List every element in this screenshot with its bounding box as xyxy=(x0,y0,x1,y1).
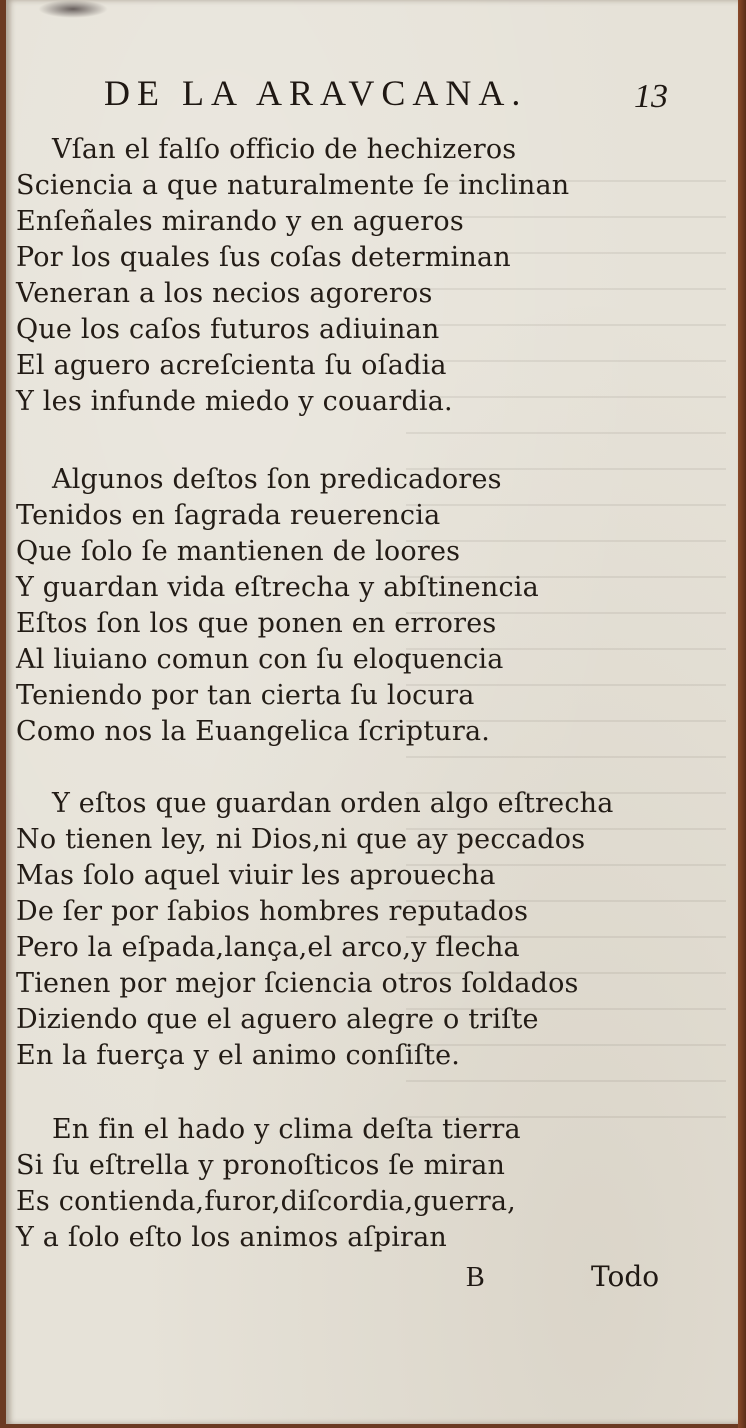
verse-line: Pero la eſpada,lança,el arco,y flecha xyxy=(16,932,520,963)
stanza-2 xyxy=(16,462,716,750)
verse-line: Al liuiano comun con ſu eloquencia xyxy=(16,644,504,675)
verse-line: Teniendo por tan cierta ſu locura xyxy=(16,680,475,711)
verse-line: Vſan el falſo officio de hechizeros xyxy=(52,134,517,165)
verse-line: Tienen por mejor ſciencia otros ſoldados xyxy=(16,968,579,999)
verse-line: Y les infunde miedo y couardia. xyxy=(16,386,453,417)
stanza-3 xyxy=(16,786,716,1074)
verse-line: Y guardan vida eſtrecha y abſtinencia xyxy=(16,572,539,603)
verse-line: Es contienda,furor,diſcordia,guerra, xyxy=(16,1186,516,1217)
verse-line: Que los caſos futuros adiuinan xyxy=(16,314,440,345)
running-title: DE LA ARAVCANA. xyxy=(104,73,528,113)
verse-line: En la fuerça y el animo conſiſte. xyxy=(16,1040,461,1071)
page-edge xyxy=(738,0,746,1428)
verse-line: Sciencia a que naturalmente ſe inclinan xyxy=(16,170,570,201)
verse-line: Si ſu eſtrella y pronoſticos ſe miran xyxy=(16,1150,506,1181)
verse-line: Eſtos ſon los que ponen en errores xyxy=(16,608,497,639)
verse-line: No tienen ley, ni Dios,ni que ay peccados xyxy=(16,824,586,855)
verse-line: Veneran a los necios agoreros xyxy=(16,278,433,309)
stanza-4 xyxy=(16,1112,716,1256)
verse-line: En fin el hado y clima deſta tierra xyxy=(52,1114,521,1145)
verse-line: Y a ſolo eſto los animos aſpiran xyxy=(16,1222,448,1253)
verse-line: Mas ſolo aquel viuir les aprouecha xyxy=(16,860,496,891)
verse-line: Enſeñales mirando y en agueros xyxy=(16,206,464,237)
folio-number: 13 xyxy=(634,78,668,115)
verse-line: Y eſtos que guardan orden algo eſtrecha xyxy=(52,788,614,819)
verse-line: Como nos la Euangelica ſcriptura. xyxy=(16,716,491,747)
book-page xyxy=(6,0,738,1424)
verse-line: Algunos deſtos ſon predicadores xyxy=(52,464,502,495)
ink-smudge xyxy=(38,0,108,18)
signature-mark: B xyxy=(466,1262,485,1293)
verse-line: El aguero acreſcienta ſu oſadia xyxy=(16,350,447,381)
verse-line: Diziendo que el aguero alegre o triſte xyxy=(16,1004,539,1035)
verse-line: Por los quales ſus coſas determinan xyxy=(16,242,511,273)
stanza-1 xyxy=(16,132,716,420)
verse-line: De ſer por ſabios hombres reputados xyxy=(16,896,529,927)
verse-line: Que ſolo ſe mantienen de loores xyxy=(16,536,461,567)
verse-line: Tenidos en ſagrada reuerencia xyxy=(16,500,441,531)
catchword: Todo xyxy=(591,1260,660,1293)
